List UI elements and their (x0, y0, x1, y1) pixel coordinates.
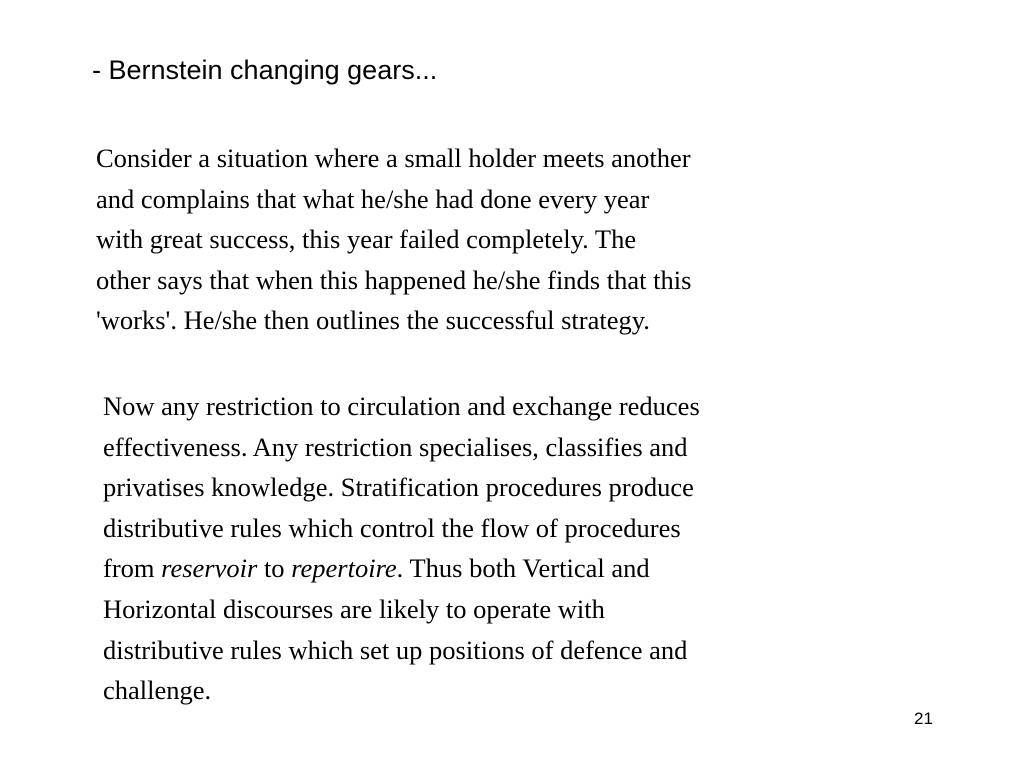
term-repertoire: repertoire (291, 553, 397, 584)
paragraph-line: privatises knowledge. Stratification procedures produce (103, 472, 694, 503)
line-text: to (257, 553, 292, 584)
paragraph-line: other says that when this happened he/she finds that this (96, 264, 692, 295)
paragraph-line: distributive rules which set up positions of defence and (103, 634, 688, 665)
paragraph-line: distributive rules which control the flow of procedures (103, 512, 681, 543)
slide-title: - Bernstein changing gears... (92, 55, 438, 85)
paragraph-line: Horizontal discourses are likely to operate with (103, 593, 605, 624)
paragraph-line: and complains that what he/she had done every year (96, 183, 650, 214)
paragraph-restriction (103, 386, 700, 711)
paragraph-line-with-terms (103, 548, 700, 589)
page-number: 21 (914, 709, 933, 728)
term-reservoir: reservoir (161, 553, 258, 584)
paragraph-line: Consider a situation where a small holder meets another (96, 143, 691, 173)
paragraph-line: 'works'. He/she then outlines the successful strategy. (96, 305, 650, 336)
paragraph-line: Now any restriction to circulation and exchange reduces (103, 391, 700, 421)
paragraph-line: effectiveness. Any restriction specialises, classifies and (103, 431, 688, 462)
line-text: from (103, 553, 162, 584)
line-text: . Thus both Vertical and (396, 553, 650, 584)
paragraph-line: challenge. (103, 675, 212, 706)
paragraph-small-holder (96, 138, 691, 341)
paragraph-line: with great success, this year failed completely. The (96, 224, 637, 255)
